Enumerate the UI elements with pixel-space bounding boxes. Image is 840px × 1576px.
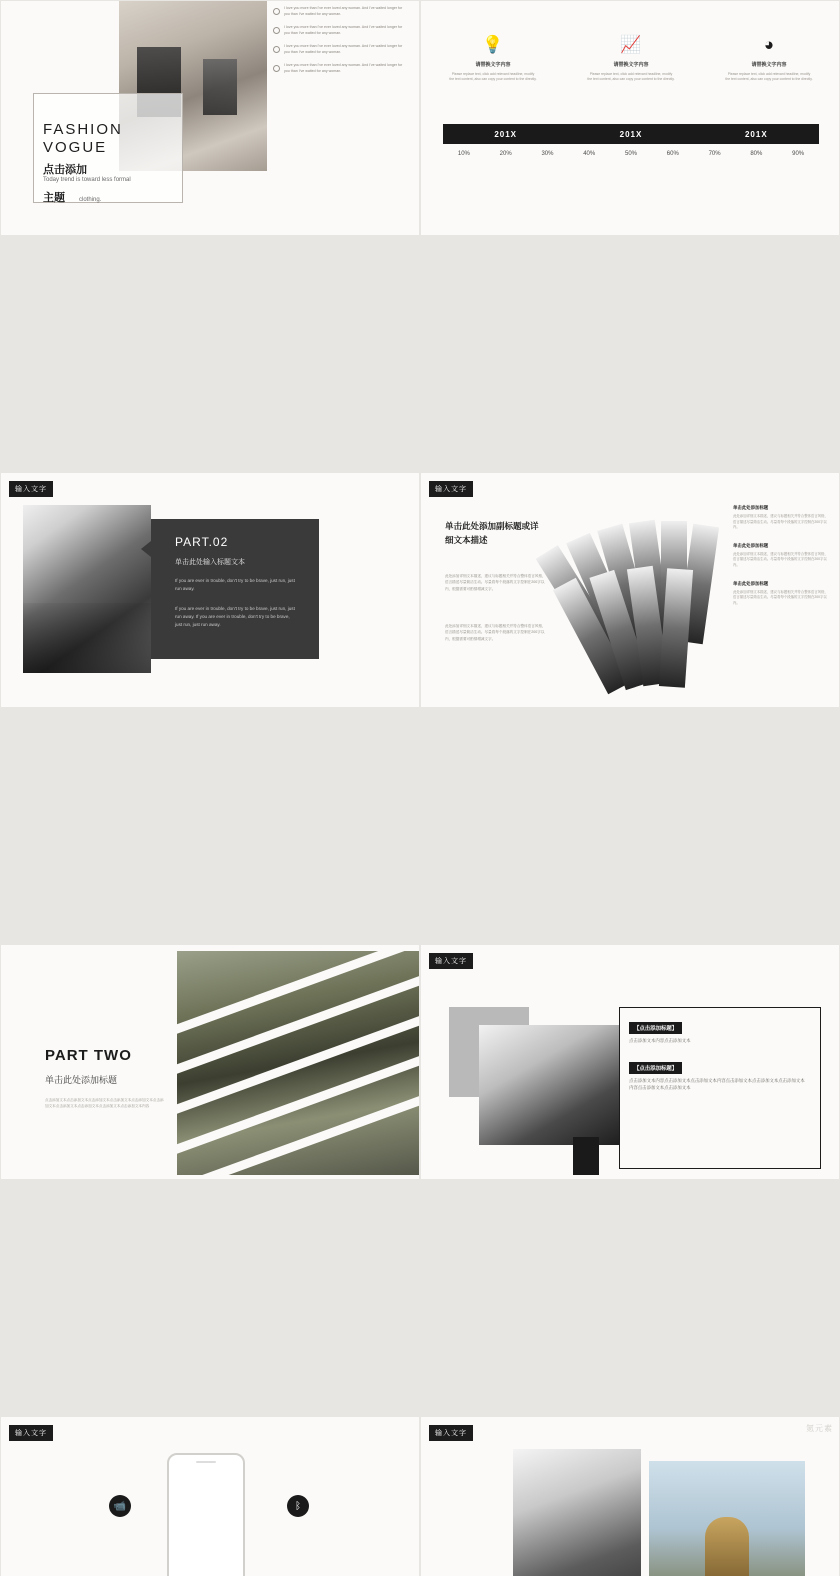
year-bar bbox=[443, 124, 819, 144]
card-subtitle: 单击此处输入标题文本 bbox=[175, 559, 245, 566]
slide-2[interactable] bbox=[420, 0, 840, 236]
year-label: 201X bbox=[619, 129, 643, 139]
pie-icon: ◕ bbox=[763, 35, 775, 54]
list-item-text: I love you more than I've ever loved any woman. And I've waited longer for you than I've waited for any woman. bbox=[284, 63, 403, 73]
text-block bbox=[733, 505, 829, 531]
content-block-1-title bbox=[629, 1017, 682, 1035]
part-subheading: 单击此处添加标题 bbox=[45, 1075, 118, 1085]
slide-tag: 输入文字 bbox=[9, 1425, 53, 1441]
percent-tick: 90% bbox=[792, 151, 805, 157]
fan-image-group bbox=[561, 499, 721, 679]
part-label: PART.02 bbox=[175, 535, 229, 549]
slide-gap bbox=[0, 1180, 840, 1188]
percent-tick: 10% bbox=[457, 151, 470, 157]
percent-scale bbox=[443, 151, 819, 157]
right-text-column bbox=[733, 505, 829, 618]
slide-8[interactable] bbox=[420, 1416, 840, 1576]
column-heading: 请替换文字内容 bbox=[613, 62, 649, 68]
bulb-icon: 💡 bbox=[482, 35, 504, 54]
part-heading: PART TWO bbox=[45, 1047, 132, 1064]
text-block bbox=[733, 543, 829, 569]
block-title: 单击此处添加标题 bbox=[733, 505, 769, 510]
text-block bbox=[733, 581, 829, 607]
slide-1[interactable] bbox=[0, 0, 420, 236]
card-paragraph: If you are ever in trouble, don't try to be brave, just run, just run away. If you are ever in trouble, don't try to be brave, just run, just run away. bbox=[175, 606, 295, 627]
slide-tag: 输入文字 bbox=[429, 481, 473, 497]
percent-tick: 20% bbox=[499, 151, 512, 157]
phone-mockup bbox=[167, 1453, 245, 1576]
slide-6[interactable] bbox=[420, 944, 840, 1180]
black-accent-block bbox=[573, 1137, 599, 1175]
block-body: 此处添加详细文本描述，建议与标题相关并符合整体语言风格，语言描述尽量简洁生动。尽量将每个段落的文字控制在200字以内。 bbox=[733, 589, 828, 605]
outdoor-photo bbox=[177, 951, 420, 1175]
slide-4[interactable] bbox=[420, 472, 840, 708]
slide-7[interactable] bbox=[0, 1416, 420, 1576]
list-item-text: I love you more than I've ever loved any woman. And I've waited longer for you than I've waited for any woman. bbox=[284, 25, 403, 35]
year-label: 201X bbox=[744, 129, 768, 139]
bullet-dot-icon bbox=[273, 8, 280, 15]
feature-column bbox=[715, 35, 823, 82]
feature-column bbox=[577, 35, 685, 82]
year-label: 201X bbox=[494, 129, 517, 139]
percent-tick: 40% bbox=[583, 151, 596, 157]
chart-icon: 📈 bbox=[620, 35, 642, 54]
content-block-2-body: 点击添加文本内容点击添加文本点击添加文本内容点击添加文本点击添加文本点击添加文本内容点击添加文本点击添加文本 bbox=[629, 1078, 805, 1091]
feature-column bbox=[439, 35, 547, 82]
subtitle-en-line2: clothing. bbox=[79, 197, 102, 203]
bw-photo bbox=[513, 1449, 641, 1576]
block-body: 此处添加详细文本描述，建议与标题相关并符合整体语言风格，语言描述尽量简洁生动。尽量将每个段落的文字控制在200字以内。 bbox=[733, 514, 828, 530]
part-body: 点击添加文本点击添加文本点击添加文本点击添加文本点击添加文本点击添加文本点击添加文本点击添加文本点击添加文本点击添加文本内容 bbox=[45, 1098, 164, 1109]
title-en-line2: VOGUE bbox=[43, 139, 108, 156]
column-heading: 请替换文字内容 bbox=[751, 62, 787, 68]
body-paragraph-2: 此处添加详细文本描述，建议与标题相关并符合整体语言风格，语言描述尽量简洁生动。尽量将每个段落的文字控制在200字以内，根据需要可酌情增减文字。 bbox=[445, 624, 546, 641]
block-title: 单击此处添加标题 bbox=[733, 542, 769, 548]
list-item bbox=[273, 24, 403, 36]
slide-tag: 输入文字 bbox=[429, 953, 473, 969]
slide-3[interactable] bbox=[0, 472, 420, 708]
list-item-text: I love you more than I've ever loved any woman. And I've waited longer for you than I've waited for any woman. bbox=[284, 44, 403, 54]
column-body: Please replace text, click add relevant headline, modify the text content, also can copy your content to the directly. bbox=[449, 72, 537, 81]
slide-gap bbox=[0, 708, 840, 716]
percent-tick: 50% bbox=[625, 151, 638, 157]
block-title: 单击此处添加标题 bbox=[733, 580, 769, 586]
column-heading: 请替换文字内容 bbox=[475, 62, 511, 68]
content-block-2-title bbox=[629, 1057, 682, 1075]
column-body: Please replace text, click add relevant headline, modify the text content, also can copy your content to the directly. bbox=[587, 72, 675, 81]
slide-gap bbox=[0, 236, 840, 244]
body-paragraph-1: 此处添加详细文本描述，建议与标题相关并符合整体语言风格，语言描述尽量简洁生动。尽量将每个段落的文字控制在200字以内，根据需要可酌情增减文字。 bbox=[445, 574, 546, 591]
list-item-text: I love you more than I've ever loved any woman. And I've waited longer for you than I've waited for any woman. bbox=[284, 6, 403, 16]
bullet-dot-icon bbox=[273, 46, 280, 53]
card-paragraph: If you are ever in trouble, don't try to be brave, just run, just run away. bbox=[175, 578, 295, 591]
subtitle-en-line1: Today trend is toward less formal bbox=[43, 177, 131, 183]
bluetooth-icon: ᛒ bbox=[287, 1495, 309, 1517]
hands-photo bbox=[479, 1025, 619, 1145]
list-item bbox=[273, 43, 403, 55]
content-block-1-body: 点击添加文本内容点击添加文本 bbox=[629, 1038, 691, 1043]
title-en-line1: FASHION bbox=[43, 121, 123, 138]
bullet-list bbox=[273, 5, 403, 81]
bullet-dot-icon bbox=[273, 27, 280, 34]
title-cn-line2: 主题 bbox=[43, 192, 65, 204]
highlight-title: 【点击添加标题】 bbox=[629, 1022, 682, 1034]
percent-tick: 80% bbox=[750, 151, 763, 157]
watermark: 氪元素 bbox=[806, 1424, 833, 1433]
list-item bbox=[273, 5, 403, 17]
percent-tick: 60% bbox=[666, 151, 679, 157]
denim-photo bbox=[23, 505, 151, 673]
title-cn-line1: 点击添加 bbox=[43, 164, 87, 176]
highlight-title: 【点击添加标题】 bbox=[629, 1062, 682, 1074]
column-body: Please replace text, click add relevant headline, modify the text content, also can copy your content to the directly. bbox=[725, 72, 813, 81]
slide-title: 单击此处添加副标题或详细文本描述 bbox=[445, 521, 539, 545]
percent-tick: 70% bbox=[708, 151, 721, 157]
slide-5[interactable] bbox=[0, 944, 420, 1180]
slide-tag: 输入文字 bbox=[429, 1425, 473, 1441]
percent-tick: 30% bbox=[541, 151, 554, 157]
block-body: 此处添加详细文本描述，建议与标题相关并符合整体语言风格，语言描述尽量简洁生动。尽量将每个段落的文字控制在200字以内。 bbox=[733, 551, 828, 567]
video-icon: 📹 bbox=[109, 1495, 131, 1517]
sky-photo bbox=[649, 1461, 805, 1576]
slide-tag: 输入文字 bbox=[9, 481, 53, 497]
bullet-dot-icon bbox=[273, 65, 280, 72]
list-item bbox=[273, 62, 403, 74]
